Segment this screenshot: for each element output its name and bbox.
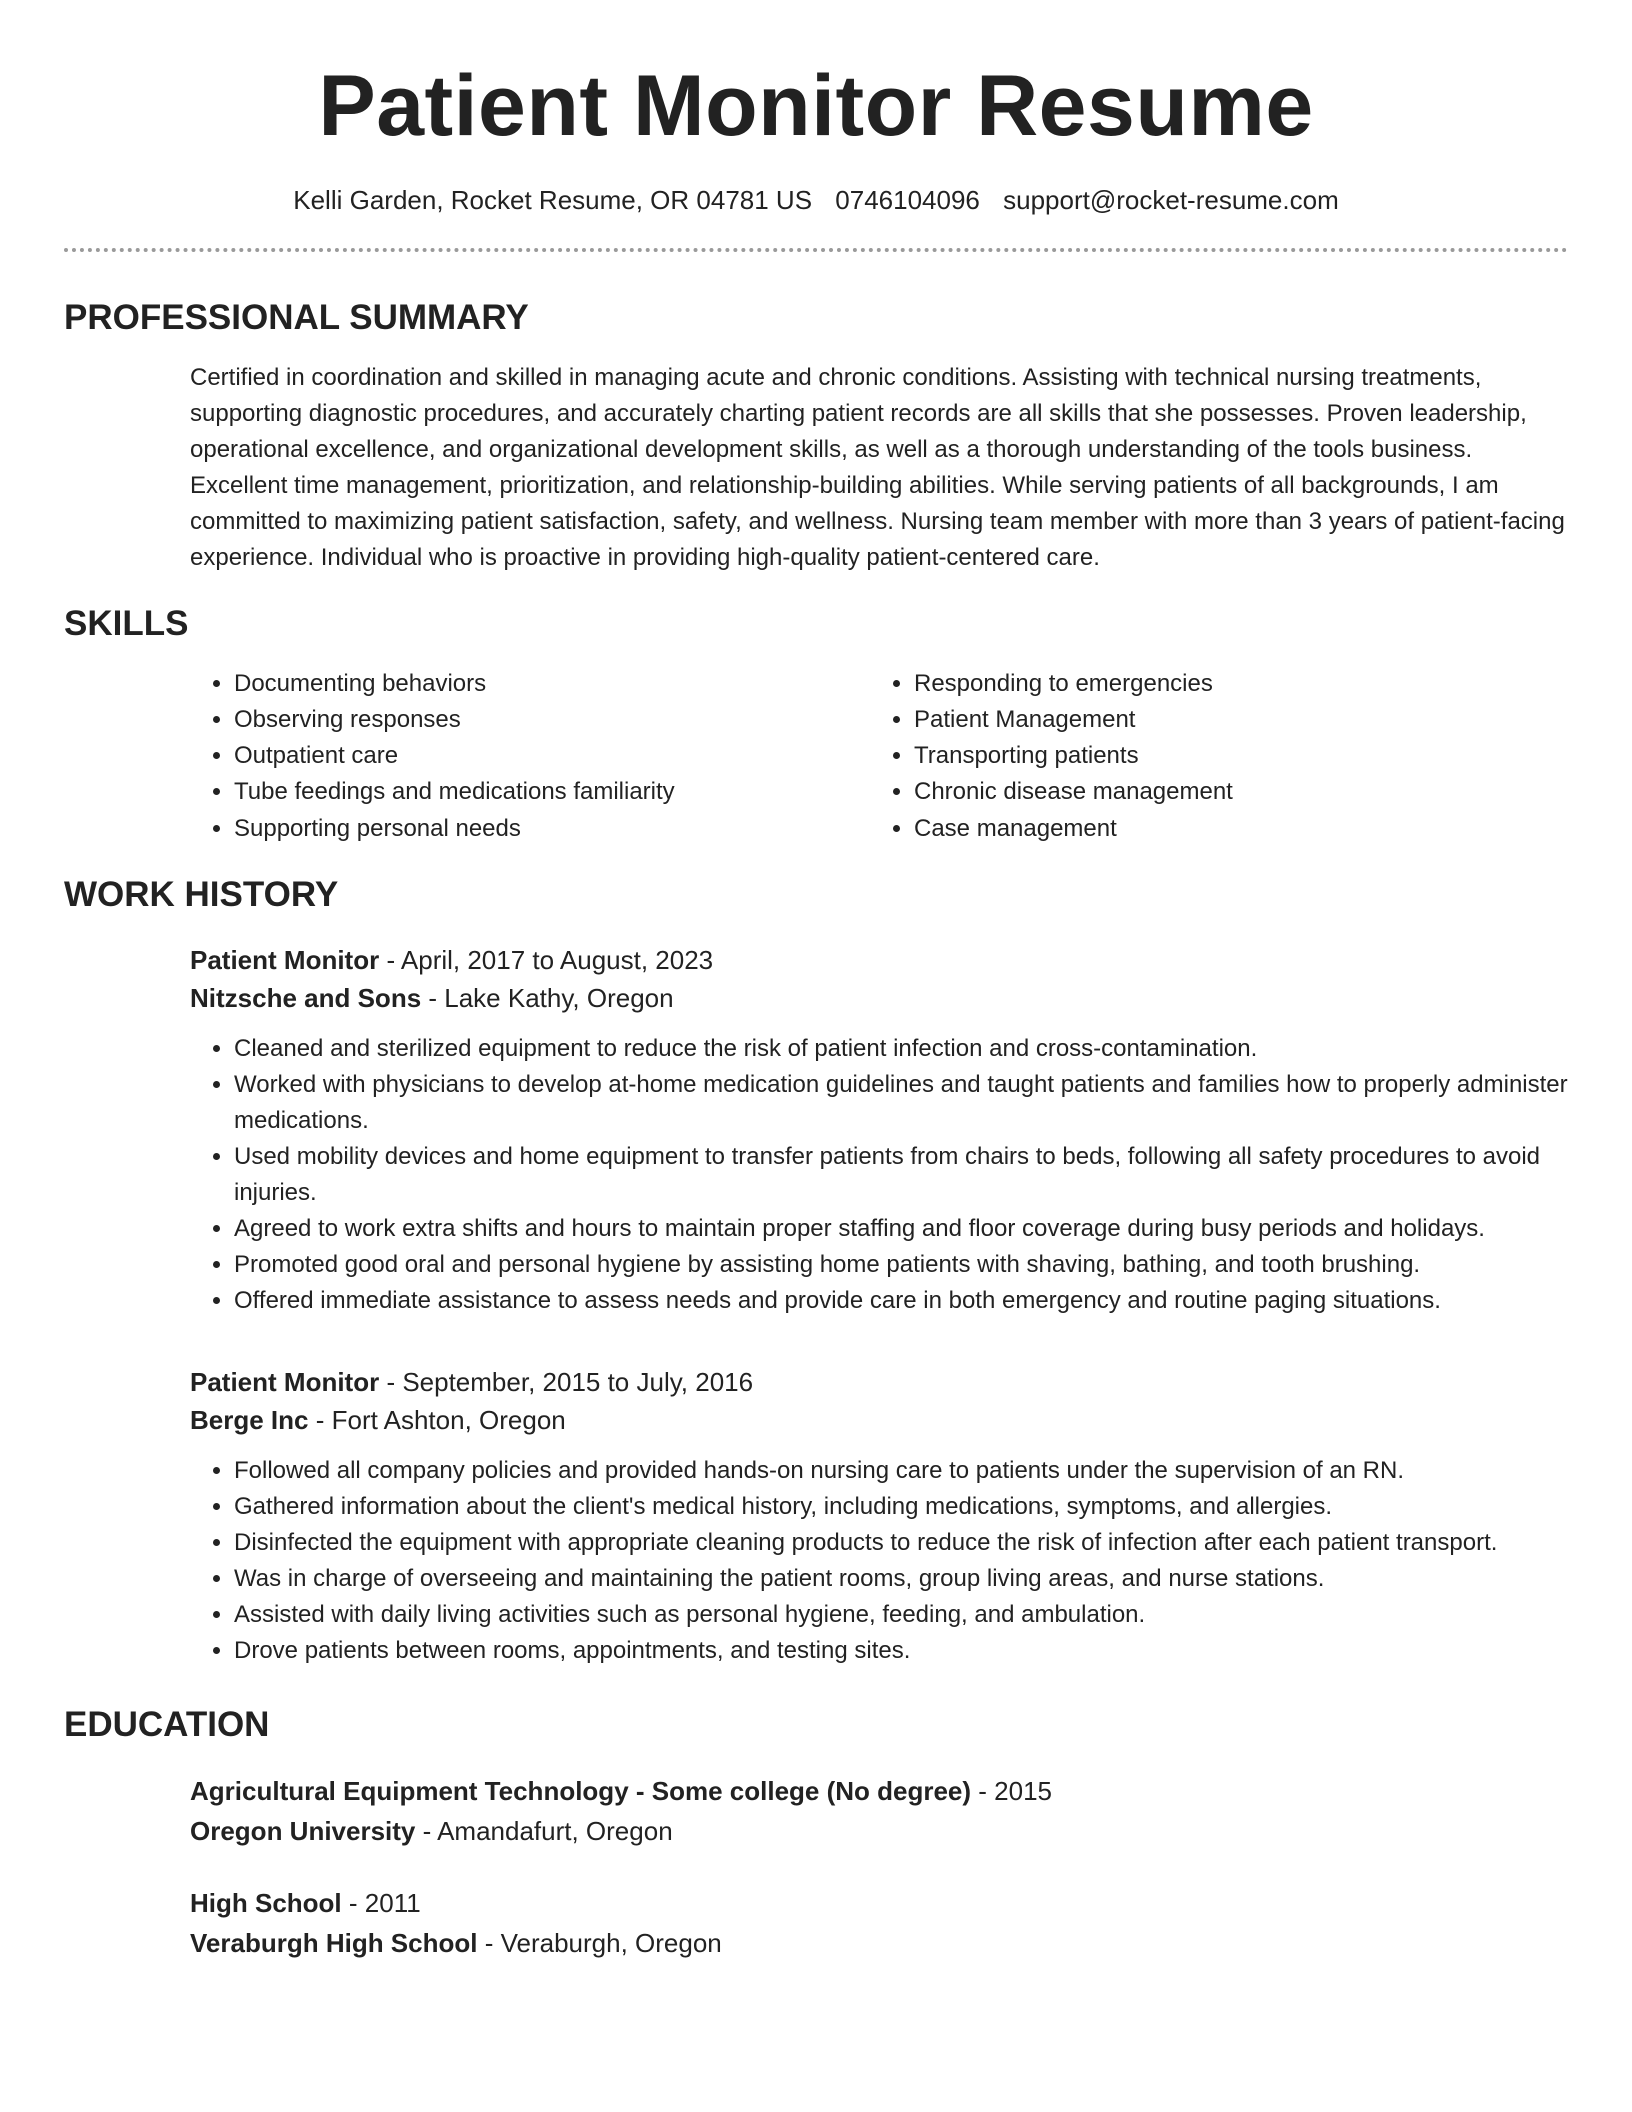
resume-title: Patient Monitor Resume: [318, 58, 1314, 154]
skill-item: • Transporting patients: [914, 738, 1550, 774]
education-degree: High School: [190, 1888, 342, 1918]
skills-section: [64, 602, 1568, 847]
contact-email: support@rocket-resume.com: [1003, 185, 1339, 215]
job-company-line: [190, 979, 1568, 1017]
skills-grid: [190, 666, 1568, 847]
job-dates: - September, 2015 to July, 2016: [379, 1367, 754, 1397]
job-title-line: [190, 941, 1568, 979]
job-title-line: [190, 1363, 1568, 1401]
education-school: Oregon University: [190, 1816, 416, 1846]
education-section: [64, 1703, 1568, 1963]
job-bullet: • Assisted with daily living activities such as personal hygiene, feeding, and ambulation.: [234, 1597, 1568, 1633]
education-entry: [190, 1883, 1568, 1963]
summary-text: Certified in coordination and skilled in managing acute and chronic conditions. Assisting with technical nursing treatments, supporting diagnostic procedures, and accurately charting patient records are all skills that she possesses. Proven leadership, operational excellence, and organizational development skills, as well as a thorough understanding of the tools business. Excellent time management, prioritization, and relationship-building abilities. While serving patients of all backgrounds, I am committed to maximizing patient satisfaction, safety, and wellness. Nursing team member with more than 3 years of patient-facing experience. Individual who is proactive in providing high-quality patient-centered care.: [190, 364, 1565, 571]
job-bullet: • Drove patients between rooms, appointments, and testing sites.: [234, 1633, 1568, 1669]
job-title: Patient Monitor: [190, 945, 380, 975]
job-location: - Lake Kathy, Oregon: [421, 983, 674, 1013]
skill-item: • Patient Management: [914, 702, 1550, 738]
job-bullets: [190, 1453, 1568, 1669]
skill-item: • Supporting personal needs: [234, 811, 870, 847]
job-bullet: • Disinfected the equipment with appropriate cleaning products to reduce the risk of infection after each patient transport.: [234, 1525, 1568, 1561]
skill-item: • Outpatient care: [234, 738, 870, 774]
education-year: - 2015: [971, 1776, 1053, 1806]
education-degree: Agricultural Equipment Technology - Some college (No degree): [190, 1776, 972, 1806]
job-bullet: • Followed all company policies and provided hands-on nursing care to patients under the supervision of an RN.: [234, 1453, 1568, 1489]
job-bullet: • Cleaned and sterilized equipment to reduce the risk of patient infection and cross-contamination.: [234, 1031, 1568, 1067]
education-degree-line: [190, 1883, 1568, 1923]
summary-heading: PROFESSIONAL SUMMARY: [64, 298, 529, 337]
job-bullets: [190, 1031, 1568, 1319]
education-school: Veraburgh High School: [190, 1928, 478, 1958]
skills-column-left: [190, 666, 870, 847]
contact-phone: 0746104096: [835, 185, 980, 215]
job-bullet: • Worked with physicians to develop at-home medication guidelines and taught patients and families how to properly administer medications.: [234, 1067, 1568, 1139]
education-heading: EDUCATION: [64, 1705, 270, 1744]
job-entry: [190, 1363, 1568, 1669]
job-bullet: • Was in charge of overseeing and maintaining the patient rooms, group living areas, and nurse stations.: [234, 1561, 1568, 1597]
education-entry: [190, 1771, 1568, 1851]
job-bullet: • Gathered information about the client's medical history, including medications, symptoms, and allergies.: [234, 1489, 1568, 1525]
job-dates: - April, 2017 to August, 2023: [379, 945, 714, 975]
contact-address: Kelli Garden, Rocket Resume, OR 04781 US: [293, 185, 813, 215]
job-bullet: • Used mobility devices and home equipment to transfer patients from chairs to beds, following all safety procedures to avoid injuries.: [234, 1139, 1568, 1211]
job-company-line: [190, 1401, 1568, 1439]
education-year: - 2011: [341, 1888, 421, 1918]
skills-column-right: [870, 666, 1550, 847]
skill-item: • Chronic disease management: [914, 774, 1550, 810]
work-section: [64, 873, 1568, 1669]
skills-heading: SKILLS: [64, 604, 189, 643]
job-bullet: • Offered immediate assistance to assess needs and provide care in both emergency and routine paging situations.: [234, 1283, 1568, 1319]
job-location: - Fort Ashton, Oregon: [308, 1405, 566, 1435]
summary-section: [64, 296, 1568, 576]
skill-item: • Documenting behaviors: [234, 666, 870, 702]
job-entry: [190, 941, 1568, 1319]
skill-item: • Observing responses: [234, 702, 870, 738]
job-bullet: • Promoted good oral and personal hygiene by assisting home patients with shaving, bathing, and tooth brushing.: [234, 1247, 1568, 1283]
education-degree-line: [190, 1771, 1568, 1811]
job-company: Nitzsche and Sons: [190, 983, 422, 1013]
education-location: - Amandafurt, Oregon: [415, 1816, 673, 1846]
job-title: Patient Monitor: [190, 1367, 380, 1397]
skill-item: • Case management: [914, 811, 1550, 847]
education-location: - Veraburgh, Oregon: [477, 1928, 722, 1958]
job-bullet: • Agreed to work extra shifts and hours to maintain proper staffing and floor coverage during busy periods and holidays.: [234, 1211, 1568, 1247]
work-heading: WORK HISTORY: [64, 875, 339, 914]
education-school-line: [190, 1811, 1568, 1851]
skill-item: • Responding to emergencies: [914, 666, 1550, 702]
contact-line: [64, 182, 1568, 218]
header-divider: [64, 248, 1568, 252]
skill-item: • Tube feedings and medications familiarity: [234, 774, 870, 810]
education-school-line: [190, 1923, 1568, 1963]
job-company: Berge Inc: [190, 1405, 309, 1435]
